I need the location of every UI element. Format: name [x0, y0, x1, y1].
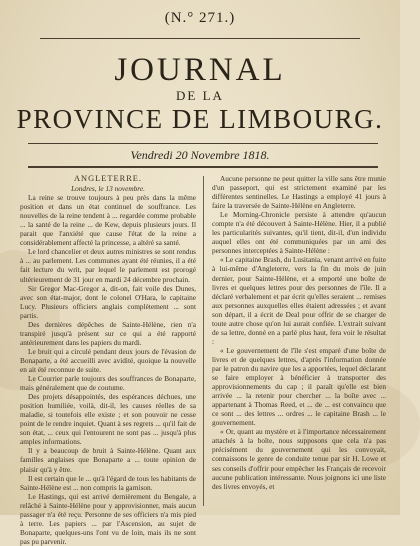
column-divider — [203, 176, 204, 506]
article-paragraph: Des projets désappointés, des espérances déchues, une position humiliée, voilà, dit-il, les causes réelles de sa maladie, si toutefois elle existe ; et son pouvoir ne cesse point de le rendre inquiet. Quant à ses regrets ... qu'il fait de son état, ... ceux qui l'entourent ne sont pas ... jusqu'à plus amples informations. — [20, 392, 196, 447]
article-paragraph: Des dernières dépêches de Sainte-Hélène, rien n'a transpiré jusqu'à présent sur ce qui a été rapporté antérieurement dans les papiers du mardi. — [20, 319, 196, 347]
section-heading: ANGLETERRE. — [74, 174, 142, 183]
article-paragraph: Il y a beaucoup de bruit à Sainte-Hélène. Quant aux familles anglaises que Bonaparte a ... toute opinion de plaisir qu'à y être. — [20, 446, 196, 474]
issue-number: (N.° 271.) — [164, 10, 236, 26]
title-de-la: DE LA — [176, 88, 224, 103]
date-rule-top — [28, 143, 378, 144]
dateline: Londres, le 13 novembre. — [71, 184, 145, 194]
article-paragraph: Le lord chancelier et deux autres ministres se sont rendus à ... au parlement. Les communes ayant été réunies, il a été fait lecture du writ, par lequel le parlement est prorogé ultérieurement de 31 jour en mardi 24 décembre prochain. — [20, 247, 196, 284]
left-column — [20, 174, 196, 546]
article-paragraph: Le bruit qui a circulé pendant deux jours de l'évasion de Bonaparte, a été accueilli avec avidité, quoique la nouvelle en ait été reconnue de suite. — [20, 346, 196, 374]
article-paragraph: « Le capitaine Brash, du Lusitania, venant arrivé en fuite à lui-même d'Angleterre, vers la fin du mois de juin dernier, pour Sainte-Hélène, et a emporté une boîte de livres et quelques lettres pour des personnes de l'île. Il a déclaré verbalement et par écrit qu'elles seraient ... remises aux personnes auxquelles elles étaient adressées ; et avant son départ, il a écrit de Deal pour offrir de se charger de toute autre chose qu'on lui aurait confiée. L'extrait suivant de sa lettre, donné en a parlé plus haut, fera voir le résultat : — [212, 255, 386, 346]
article-paragraph: Aucune personne ne peut quitter la ville sans être munie d'un passeport, qui est strictement examiné par les différentes sentinelles. Le Hastings a employé 41 jours à faire la traversée de Sainte-Hélène en Angleterre. — [212, 174, 386, 211]
article-paragraph: La reine se trouve toujours à peu près dans la même position et dans un état continuel de souffrance. Les nouvelles de la reine tendent à ... regardée comme probable ... la santé de la reine ... de Kew, depuis plusieurs jours. Il parait que l'anxiété que cause l'état de la reine a considérablement affecté la princesse, a altéré sa santé. — [20, 193, 196, 248]
article-paragraph: Le Morning-Chronicle persiste à attendre qu'aucun compte n'a été découvert à Sainte-Hélène. Hier, il a publié les particularités suivantes, qu'il tient, dit-il, d'un individu auquel elles ont été communiquées par un ami des personnes interceptées à Sainte-Hélène : — [212, 210, 386, 256]
article-paragraph: Sir Gregor Mac-Gregor a, dit-on, fait voile des Dunes, avec son état-major, dont le colonel O'Hara, le capitaine Lucy. Plusieurs officiers anglais complètement ... sont partis. — [20, 283, 196, 320]
right-column — [212, 174, 386, 510]
title-province: PROVINCE DE LIMBOURG. — [16, 104, 384, 134]
date-rule-bottom — [28, 166, 378, 168]
issue-date: Vendredi 20 Novembre 1818. — [130, 148, 270, 162]
article-paragraph: Il est certain que le ... qu'à l'égard de tous les habitants de Sainte-Hélène est ... non compris la garnison. — [20, 473, 196, 492]
title-journal: JOURNAL — [114, 52, 286, 88]
article-paragraph: « Or, quant au mystère et à l'importance nécessairement attachés à la boîte, nous supposons que cela n'a pas précisément du gouvernement qui les convoyait, connaissons le genre de conduite tenue par sir H. Lowe et ses conseils d'offrir pour empêcher les Français de recevoir aucune publication intéressante. Nous joignons ici une liste des livres envoyés, et — [212, 427, 386, 491]
article-paragraph: Le Hastings, qui est arrivé dernièrement du Bengale, a relâché à Sainte-Hélène pour y approvisionner, mais aucun passager n'a été reçu. Personne de ses officiers n'a mis pied à terre. Les papiers ... par l'Ascension, au sujet de Bonaparte, quelques-uns l'ont vu de loin, mais ils ne sont pas pu parvenir. — [20, 491, 196, 546]
article-paragraph: Le Courrier parle toujours des souffrances de Bonaparte, mais généralement que de coutume. — [20, 374, 196, 393]
masthead-rule — [40, 38, 360, 39]
article-paragraph: « Le gouvernement de l'île s'est emparé d'une boîte de livres et de quelques lettres, d'après l'information donnée par le patron du navire que les a apportées, lequel déclarant se faire employer à bénéficier à transporter des approvisionnements du cap ; il paraît qu'elle est bien arrivée ... la retenir pour chercher ... la boîte avec ... appartenant à Thomas Reed, et ... de ... est convaincu que ce sont ... des lettres ... ordres ... le capitaine Brash ... le gouvernement. — [212, 345, 386, 428]
